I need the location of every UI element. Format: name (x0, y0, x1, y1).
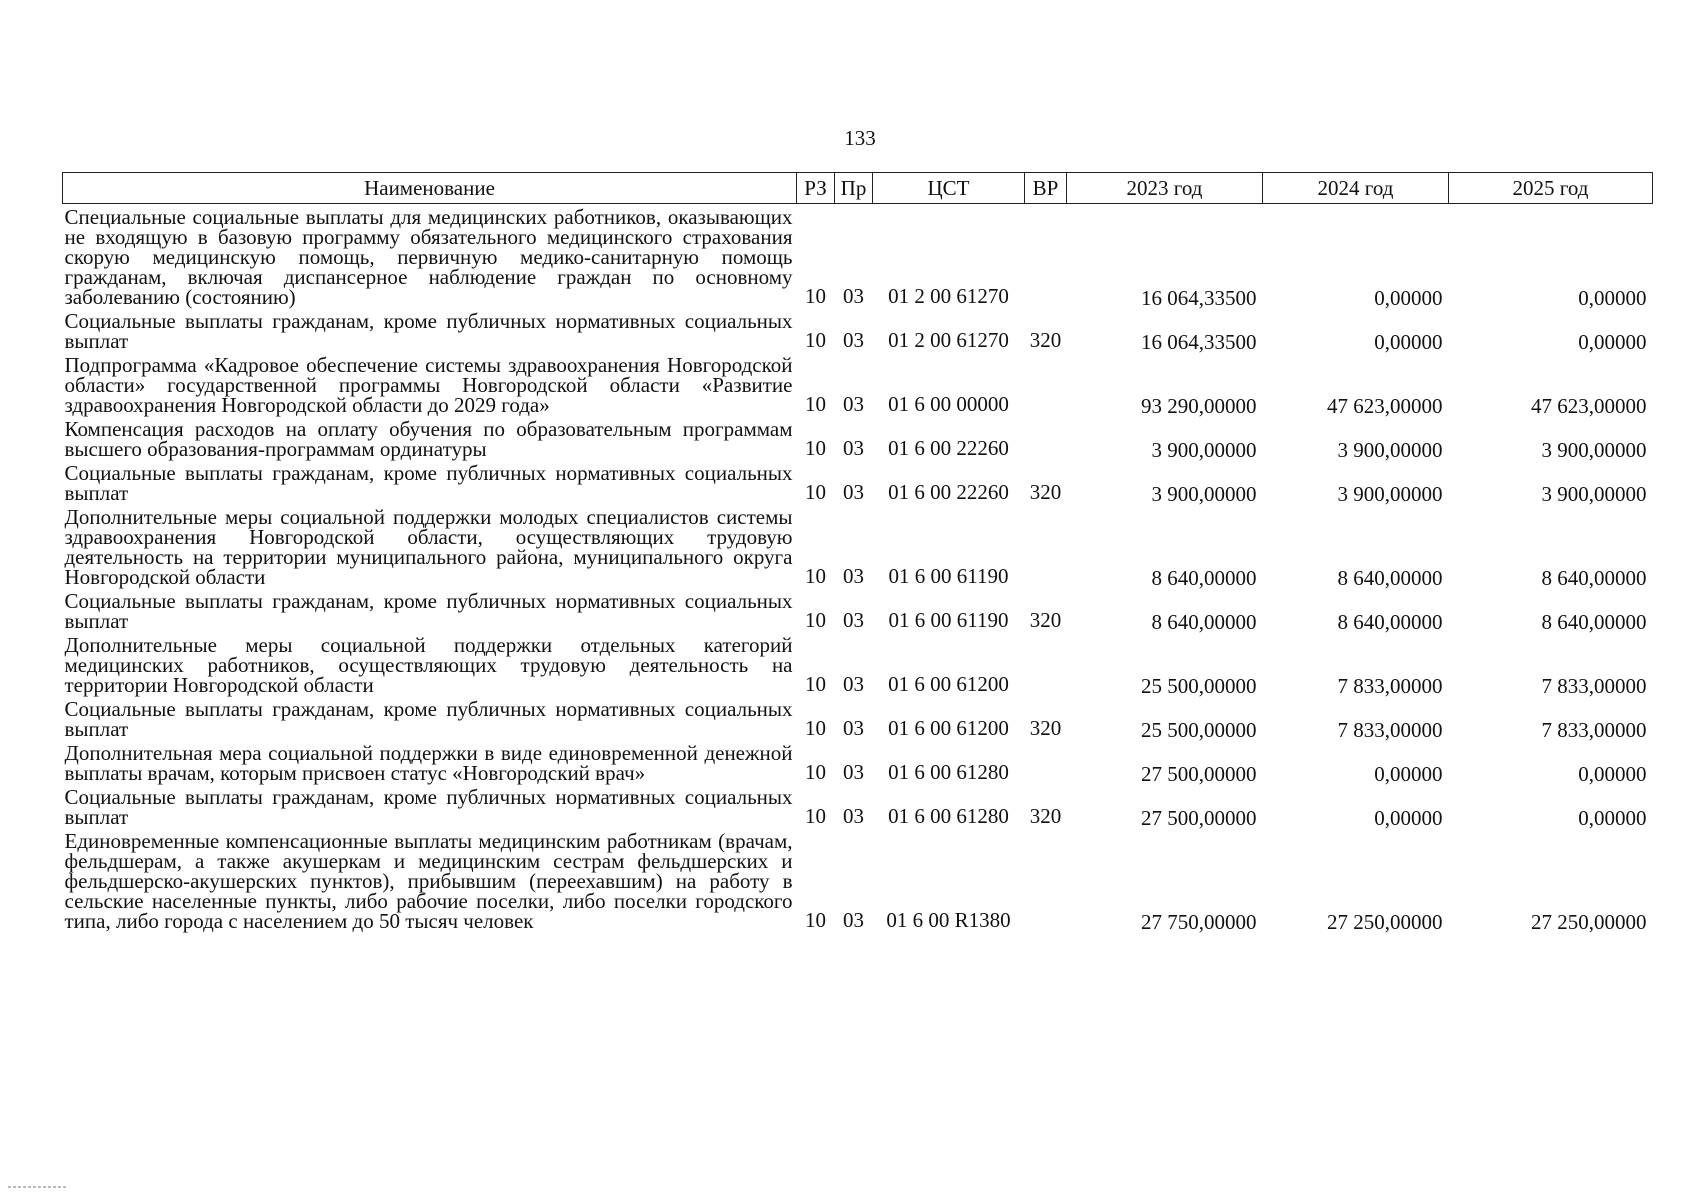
cell-pr: 03 (843, 328, 864, 352)
table-row (63, 416, 1653, 460)
cell-name: Дополнительные меры социальной поддержки отдельных категорий медицинских работников, осуществляющих трудовую деятельность на территории Новгородской области (64, 633, 793, 697)
cell-pr: 03 (843, 608, 864, 632)
header-2025: 2025 год (1449, 173, 1653, 204)
cell-rz: 10 (805, 804, 826, 828)
cell-rz: 10 (805, 760, 826, 784)
cell-name: Социальные выплаты гражданам, кроме публичных нормативных социальных выплат (64, 785, 793, 829)
table-row (63, 632, 1653, 696)
cell-2023: 27 500,00000 (1141, 762, 1257, 786)
cell-2023: 25 500,00000 (1141, 718, 1257, 742)
cell-rz: 10 (805, 608, 826, 632)
cell-vr: 320 (1029, 480, 1062, 504)
cell-2025: 7 833,00000 (1541, 674, 1647, 698)
cell-pr: 03 (843, 804, 864, 828)
cell-2024: 3 900,00000 (1337, 482, 1443, 506)
cell-pr: 03 (843, 392, 864, 416)
cell-2025: 8 640,00000 (1541, 566, 1647, 590)
cell-2024: 7 833,00000 (1337, 718, 1443, 742)
table-row (63, 352, 1653, 416)
header-cst: ЦСТ (873, 173, 1025, 204)
cell-2024: 8 640,00000 (1337, 566, 1443, 590)
cell-name: Специальные социальные выплаты для медицинских работников, оказывающих не входящую в базовую программу обязательного медицинского страхования скорую медицинскую помощь, первичную медико-санитарную помощь гражданам, включая диспансерное наблюдение граждан по основному заболеванию (состоянию) (64, 205, 793, 309)
cell-2023: 93 290,00000 (1141, 394, 1257, 418)
cell-rz: 10 (805, 672, 826, 696)
cell-vr (1025, 632, 1067, 696)
cell-cst: 01 6 00 61200 (888, 716, 1009, 740)
cell-2023: 8 640,00000 (1151, 566, 1257, 590)
cell-cst: 01 2 00 61270 (888, 284, 1009, 308)
cell-2025: 47 623,00000 (1531, 394, 1647, 418)
cell-rz: 10 (805, 908, 826, 932)
cell-2025: 0,00000 (1578, 806, 1647, 830)
cell-name: Социальные выплаты гражданам, кроме публичных нормативных социальных выплат (64, 589, 793, 633)
cell-pr: 03 (843, 716, 864, 740)
cell-cst: 01 6 00 61190 (888, 608, 1009, 632)
cell-pr: 03 (843, 564, 864, 588)
cell-cst: 01 6 00 61190 (888, 564, 1009, 588)
header-vr: ВР (1025, 173, 1067, 204)
cell-cst: 01 6 00 61280 (888, 760, 1009, 784)
table-row (63, 784, 1653, 828)
cell-pr: 03 (843, 480, 864, 504)
cell-name: Подпрограмма «Кадровое обеспечение системы здравоохранения Новгородской области» государственной программы Новгородской области «Развитие здравоохранения Новгородской области до 2029 года» (64, 353, 793, 417)
cell-vr: 320 (1029, 608, 1062, 632)
cell-vr: 320 (1029, 716, 1062, 740)
cell-2025: 0,00000 (1578, 330, 1647, 354)
table-row (63, 740, 1653, 784)
cell-cst: 01 6 00 22260 (888, 480, 1009, 504)
cell-cst: 01 2 00 61270 (888, 328, 1009, 352)
cell-2023: 3 900,00000 (1151, 482, 1257, 506)
cell-2024: 27 250,00000 (1327, 910, 1443, 934)
cell-2023: 25 500,00000 (1141, 674, 1257, 698)
cell-pr: 03 (843, 760, 864, 784)
cell-rz: 10 (805, 436, 826, 460)
header-rz: РЗ (797, 173, 835, 204)
header-2023: 2023 год (1067, 173, 1263, 204)
cell-rz: 10 (805, 328, 826, 352)
cell-vr (1025, 416, 1067, 460)
cell-name: Социальные выплаты гражданам, кроме публичных нормативных социальных выплат (64, 309, 793, 353)
cell-2023: 27 500,00000 (1141, 806, 1257, 830)
cell-cst: 01 6 00 22260 (888, 436, 1009, 460)
cell-cst: 01 6 00 R1380 (886, 908, 1011, 932)
cell-2024: 0,00000 (1374, 330, 1443, 354)
cell-rz: 10 (805, 284, 826, 308)
cell-rz: 10 (805, 564, 826, 588)
cell-2025: 0,00000 (1578, 762, 1647, 786)
cell-2025: 7 833,00000 (1541, 718, 1647, 742)
cell-rz: 10 (805, 480, 826, 504)
cell-pr: 03 (843, 908, 864, 932)
cell-cst: 01 6 00 61200 (888, 672, 1009, 696)
cell-name: Дополнительные меры социальной поддержки молодых специалистов системы здравоохранения Новгородской области, осуществляющих трудовую деятельность на территории муниципального района, муниципального округа Новгородской области (64, 505, 793, 589)
cell-2025: 3 900,00000 (1541, 438, 1647, 462)
cell-2023: 27 750,00000 (1141, 910, 1257, 934)
cell-2024: 0,00000 (1374, 806, 1443, 830)
cell-vr (1025, 352, 1067, 416)
cell-2023: 16 064,33500 (1141, 286, 1257, 310)
cell-vr (1025, 740, 1067, 784)
table-row (63, 696, 1653, 740)
cell-2023: 16 064,33500 (1141, 330, 1257, 354)
header-2024: 2024 год (1263, 173, 1449, 204)
cell-2023: 8 640,00000 (1151, 610, 1257, 634)
cell-pr: 03 (843, 436, 864, 460)
budget-table (62, 172, 1653, 932)
header-pr: Пр (835, 173, 873, 204)
cell-2024: 7 833,00000 (1337, 674, 1443, 698)
cell-name: Дополнительная мера социальной поддержки в виде единовременной денежной выплаты врачам, которым присвоен статус «Новгородский врач» (64, 741, 793, 785)
cell-2024: 0,00000 (1374, 762, 1443, 786)
cell-2025: 8 640,00000 (1541, 610, 1647, 634)
cell-vr (1025, 828, 1067, 932)
cell-2025: 27 250,00000 (1531, 910, 1647, 934)
table-row (63, 204, 1653, 309)
cell-2024: 0,00000 (1374, 286, 1443, 310)
cell-2025: 3 900,00000 (1541, 482, 1647, 506)
cell-cst: 01 6 00 00000 (888, 392, 1009, 416)
table-row (63, 588, 1653, 632)
table-header (63, 173, 1653, 204)
cell-2024: 47 623,00000 (1327, 394, 1443, 418)
cell-vr (1025, 504, 1067, 588)
cell-2024: 8 640,00000 (1337, 610, 1443, 634)
cell-name: Единовременные компенсационные выплаты медицинским работникам (врачам, фельдшерам, а также акушеркам и медицинским сестрам фельдшерских и фельдшерско-акушерских пунктов), прибывшим (переехавшим) на работу в сельские населенные пункты, либо рабочие поселки, либо поселки городского типа, либо города с населением до 50 тысяч человек (64, 829, 793, 933)
page-number: 133 (844, 126, 876, 150)
cell-name: Социальные выплаты гражданам, кроме публичных нормативных социальных выплат (64, 461, 793, 505)
cell-pr: 03 (843, 284, 864, 308)
cell-vr: 320 (1029, 804, 1062, 828)
cell-vr (1025, 204, 1067, 309)
table-row (63, 308, 1653, 352)
cell-name: Социальные выплаты гражданам, кроме публичных нормативных социальных выплат (64, 697, 793, 741)
cell-cst: 01 6 00 61280 (888, 804, 1009, 828)
cell-2024: 3 900,00000 (1337, 438, 1443, 462)
table-body (63, 204, 1653, 933)
cell-rz: 10 (805, 716, 826, 740)
table-row (63, 828, 1653, 932)
scan-artifact (8, 1186, 68, 1188)
table-row (63, 504, 1653, 588)
header-name: Наименование (63, 173, 797, 204)
table-row (63, 460, 1653, 504)
cell-name: Компенсация расходов на оплату обучения по образовательным программам высшего образования-программам ординатуры (64, 417, 793, 461)
cell-2023: 3 900,00000 (1151, 438, 1257, 462)
cell-rz: 10 (805, 392, 826, 416)
cell-vr: 320 (1029, 328, 1062, 352)
cell-2025: 0,00000 (1578, 286, 1647, 310)
cell-pr: 03 (843, 672, 864, 696)
